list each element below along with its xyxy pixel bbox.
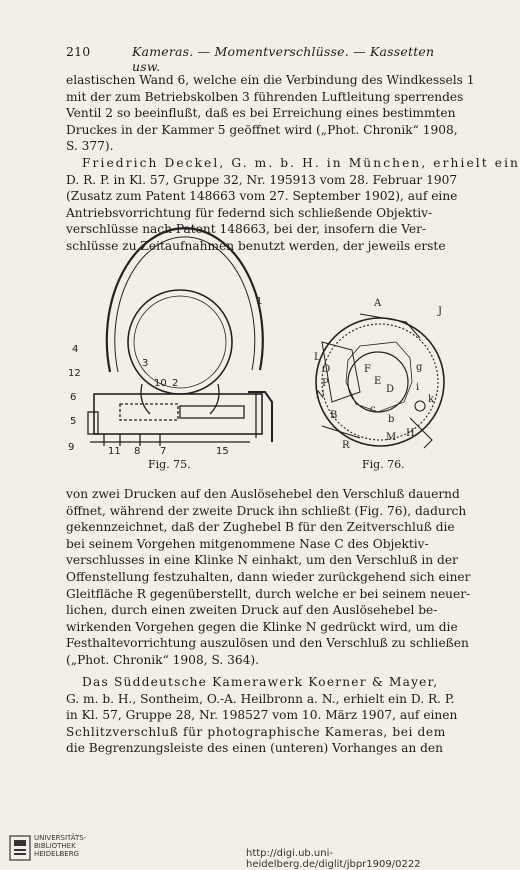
text-line: Festhaltevorrichtung auszulösen und den Verschluß zu schließen [66, 636, 469, 651]
text-line: von zwei Drucken auf den Auslösehebel den Verschluß dauernd [66, 487, 460, 501]
fig76-label: b [388, 414, 395, 425]
text-line: Friedrich Deckel, G. m. b. H. in München, erhielt ein [82, 156, 520, 170]
fig75-label: 2 [172, 378, 179, 389]
text-line: Schlitzverschluß für photographische Kameras, bei dem [66, 724, 446, 739]
fig76-label: O [322, 364, 331, 375]
text-line: Offenstellung festzuhalten, dann wieder zurückgehend sich einer [66, 569, 471, 584]
text-line: öffnet, während der zweite Druck ihn schließt (Fig. 76), dadurch [66, 503, 467, 518]
paragraph-2 [66, 155, 520, 255]
text-line: bei seinem Vorgehen mitgenommene Nase C des Objektiv- [66, 536, 429, 551]
text-line: mit der zum Betriebskolben 3 führenden Luftleitung sperrendes [66, 89, 464, 104]
fig75-label: 10 [154, 378, 167, 389]
fig75-label: 5 [70, 416, 77, 427]
text-line: Gleitfläche R gegenüberstellt, durch welche er bei seinem neuer- [66, 586, 471, 601]
text-line: verschlüsse nach Patent 148663, bei der, insofern die Ver- [66, 222, 427, 237]
text-line: G. m. b. H., Sontheim, O.-A. Heilbronn a. N., erhielt ein D. R. P. [66, 691, 455, 706]
fig76-label: M [386, 432, 397, 443]
fig76-label: B [330, 410, 338, 421]
fig75-label: 15 [216, 446, 229, 457]
text-line: S. 377). [66, 139, 114, 154]
library-name-line: HEIDELBERG [34, 850, 79, 858]
text-line: die Begrenzungsleiste des einen (unteren) Vorhanges an den [66, 741, 443, 756]
fig75-label: 12 [68, 368, 81, 379]
library-logo-icon [8, 834, 32, 862]
fig76-label: L [314, 352, 321, 363]
text-line: Ventil 2 so beeinflußt, daß es bei Erreichung eines bestimmten [66, 106, 456, 121]
library-name-line: UNIVERSITÄTS- [34, 834, 87, 842]
figures-illustration [60, 242, 460, 477]
text-line: gekennzeichnet, daß der Zughebel B für den Zeitverschluß die [66, 520, 455, 535]
fig76-label: k [428, 394, 435, 405]
text-line: Das Süddeutsche Kamerawerk Koerner & Mayer, [82, 675, 439, 689]
text-line: Antriebsvorrichtung für federnd sich schließende Objektiv- [66, 205, 433, 220]
text-line: schlüsse zu Zeitaufnahmen benutzt werden, der jeweils erste [66, 238, 446, 253]
text-line: lichen, durch einen zweiten Druck auf den Auslösehebel be- [66, 603, 438, 618]
fig76-label: c [370, 404, 376, 415]
text-line: in Kl. 57, Gruppe 28, Nr. 198527 vom 10. März 1907, auf einen [66, 708, 458, 723]
text-line: verschlusses in eine Klinke N einhakt, um den Verschluß in der [66, 553, 458, 568]
library-name [34, 834, 86, 858]
fig76-label: i [416, 382, 420, 393]
fig75-label: 6 [70, 392, 77, 403]
fig76-label: F [364, 364, 371, 375]
fig76-label: D [386, 384, 395, 395]
digitization-footer [0, 826, 500, 870]
fig75-label: 11 [108, 446, 121, 457]
fig75-caption: Fig. 75. [148, 458, 191, 471]
text-line: (Zusatz zum Patent 148663 vom 27. September 1902), auf eine [66, 189, 458, 204]
fig76-caption: Fig. 76. [362, 458, 405, 471]
fig75-label: 9 [68, 442, 75, 453]
fig76-label: A [374, 298, 382, 309]
fig76-label: J [438, 306, 443, 317]
text-line: elastischen Wand 6, welche ein die Verbindung des Windkessels 1 [66, 73, 475, 87]
library-name-line: BIBLIOTHEK [34, 842, 76, 850]
fig76-label: P [322, 378, 329, 389]
source-url-link[interactable]: http://digi.ub.uni-heidelberg.de/diglit/jbpr1909/0222 [246, 848, 421, 870]
text-line: D. R. P. in Kl. 57, Gruppe 32, Nr. 195913 vom 28. Februar 1907 [66, 172, 458, 187]
page-number: 210 [66, 44, 91, 59]
fig75-label: 4 [72, 344, 79, 355]
text-line: („Phot. Chronik“ 1908, S. 364). [66, 652, 259, 667]
fig76-label: H [406, 428, 415, 439]
fig76-label: R [342, 440, 350, 451]
text-line: Druckes in der Kammer 5 geöffnet wird („Phot. Chronik“ 1908, [66, 122, 458, 137]
fig75-label: 1 [256, 296, 263, 307]
fig75-label: 8 [134, 446, 141, 457]
fig76-label: N [316, 390, 325, 401]
running-title: Kameras. — Momentverschlüsse. — Kassetten usw. [132, 44, 435, 74]
paragraph-1 [66, 72, 475, 155]
fig75-drawing [88, 228, 272, 446]
fig76-label: E [374, 376, 382, 387]
fig75-label: 7 [160, 446, 167, 457]
fig76-label: g [416, 362, 423, 373]
paragraph-3 [66, 486, 471, 669]
paragraph-4 [66, 674, 458, 757]
fig75-label: 3 [142, 358, 149, 369]
text-line: wirkenden Vorgehen gegen die Klinke N gedrückt wird, um die [66, 619, 458, 634]
